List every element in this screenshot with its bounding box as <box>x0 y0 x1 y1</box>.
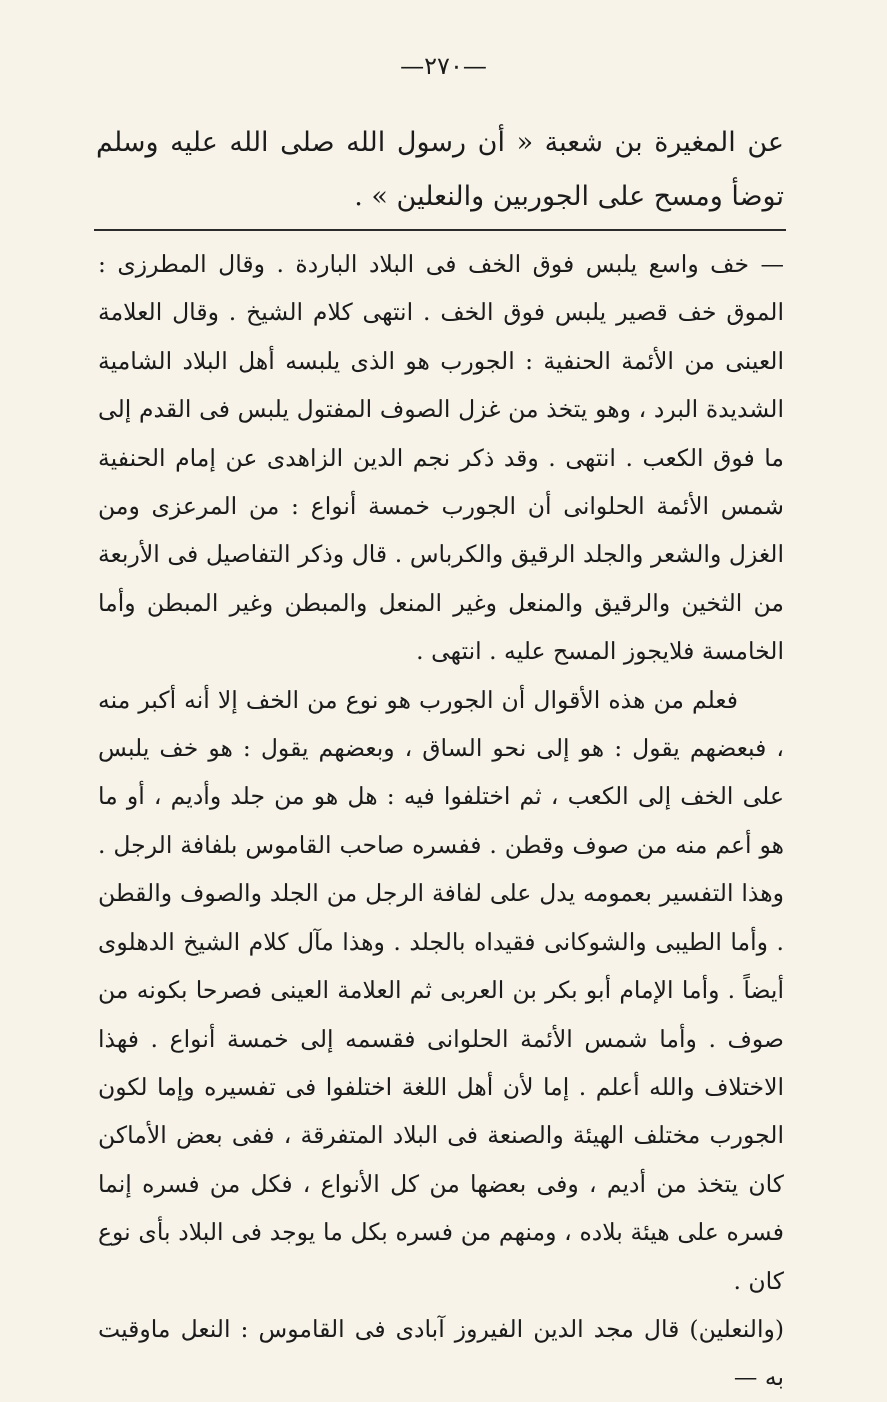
commentary-paragraph: فعلم من هذه الأقوال أن الجورب هو نوع من الخف إلا أنه أكبر منه ، فبعضهم يقول : هو إلى نحو الساق ، وبعضهم يقول : هو خف يلبس على الخف إلى الكعب ، ثم اختلفوا فيه : هل هو من جلد وأديم ، أو ما هو أعم منه من صوف وقطن . ففسره صاحب القاموس بلفافة الرجل . وهذا التفسير بعمومه يدل على لفافة الرجل من الجلد والصوف والقطن . وأما الطيبى والشوكانى فقيداه بالجلد . وهذا مآل كلام الشيخ الدهلوى أيضاً . وأما الإمام أبو بكر بن العربى ثم العلامة العينى فصرحا بكونه من صوف . وأما شمس الأئمة الحلوانى فقسمه إلى خمسة أنواع . فهذا الاختلاف والله أعلم . إما لأن أهل اللغة اختلفوا فى تفسيره وإما لكون الجورب مختلف الهيئة والصنعة فى البلاد المتفرقة ، ففى بعض الأماكن كان يتخذ من أديم ، وفى بعضها من كل الأنواع ، فكل من فسره إنما فسره على هيئة بلاده ، ومنهم من فسره بكل ما يوجد فى البلاد بأى نوع كان . <box>98 685 784 1295</box>
hadith-divider <box>94 229 786 231</box>
commentary-block <box>98 240 784 1402</box>
commentary-paragraph: — خف واسع يلبس فوق الخف فى البلاد الباردة . وقال المطرزى : الموق خف قصير يلبس فوق الخف . انتهى كلام الشيخ . وقال العلامة العينى من الأئمة الحنفية : الجورب هو الذى يلبسه أهل البلاد الشامية الشديدة البرد ، وهو يتخذ من غزل الصوف المفتول يلبس فى القدم إلى ما فوق الكعب . انتهى . وقد ذكر نجم الدين الزاهدى عن إمام الحنفية شمس الأئمة الحلوانى أن الجورب خمسة أنواع : من المرعزى ومن الغزل والشعر والجلد الرقيق والكرباس . قال وذكر التفاصيل فى الأربعة من الثخين والرقيق والمنعل وغير المنعل والمبطن وغير المبطن وأما الخامسة فلايجوز المسح عليه . انتهى . <box>98 250 784 666</box>
page-number: —٢٧٠— <box>400 52 487 80</box>
commentary-paragraph: (والنعلين) قال مجد الدين الفيروز آبادى فى القاموس : النعل ماوقيت به — <box>98 1314 784 1392</box>
hadith-text: عن المغيرة بن شعبة « أن رسول الله صلى الله عليه وسلم توضأ ومسح على الجوربين والنعلين » . <box>96 127 784 212</box>
